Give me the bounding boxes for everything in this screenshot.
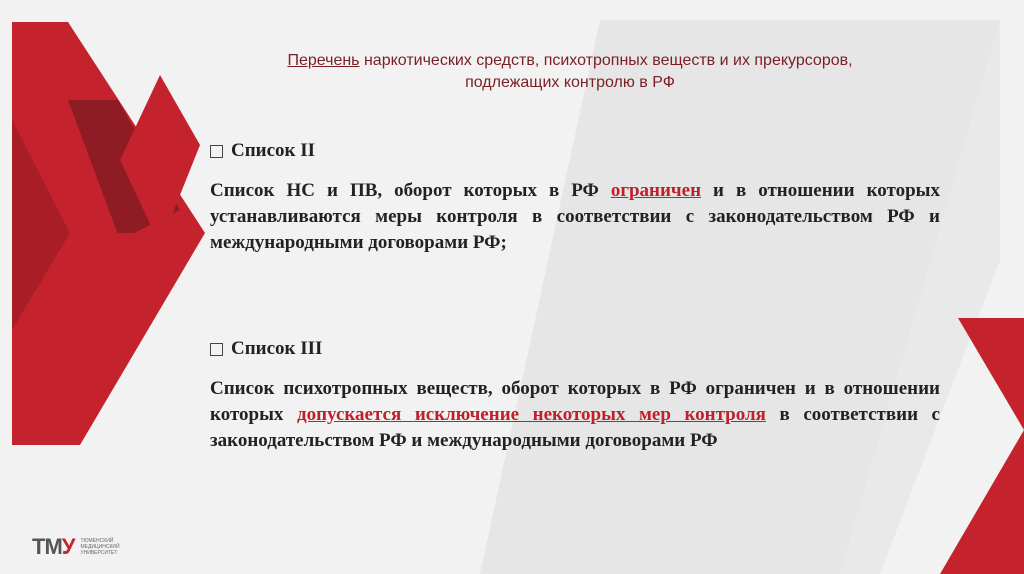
- checkbox-bullet-icon: [210, 145, 223, 158]
- list3-heading-text: Список III: [231, 338, 323, 359]
- slide-title: [210, 50, 930, 94]
- red-shape-right-bottom: [940, 430, 1024, 574]
- red-shape-right-top: [958, 318, 1024, 430]
- list3-text-before: Список психотропных веществ, оборот которых в РФ ограничен и в отношении которых: [210, 378, 940, 425]
- logo-mark-main: ТМ: [32, 534, 62, 559]
- list2-description: [210, 178, 940, 256]
- list3-highlight: допускается исключение некоторых мер контроля: [296, 404, 766, 425]
- list2-heading-text: Список II: [231, 140, 316, 161]
- logo-mark-accent: У: [61, 534, 75, 559]
- title-underlined-word: Перечень: [287, 52, 360, 69]
- title-line2: подлежащих контролю в РФ: [465, 74, 675, 91]
- list2-text-after: и в отношении которых устанавливаются меры контроля в соответствии с законодательством РФ и международными договорами РФ;: [210, 180, 940, 253]
- logo-subtitle: ТЮМЕНСКИЙ МЕДИЦИНСКИЙ УНИВЕРСИТЕТ: [80, 538, 120, 556]
- checkbox-bullet-icon: [210, 343, 223, 356]
- list2-text-before: Список НС и ПВ, оборот которых в РФ: [210, 180, 611, 201]
- logo-mark: [32, 534, 74, 560]
- list2-heading: [210, 140, 315, 162]
- list3-heading: [210, 338, 322, 360]
- list3-description: [210, 376, 940, 454]
- list3-text-after: в соответствии с законодательством РФ и международными договорами РФ: [210, 404, 940, 451]
- university-logo: [32, 534, 126, 560]
- list2-highlight: ограничен: [610, 180, 702, 201]
- title-line1-rest: наркотических средств, психотропных веществ и их прекурсоров,: [359, 52, 853, 69]
